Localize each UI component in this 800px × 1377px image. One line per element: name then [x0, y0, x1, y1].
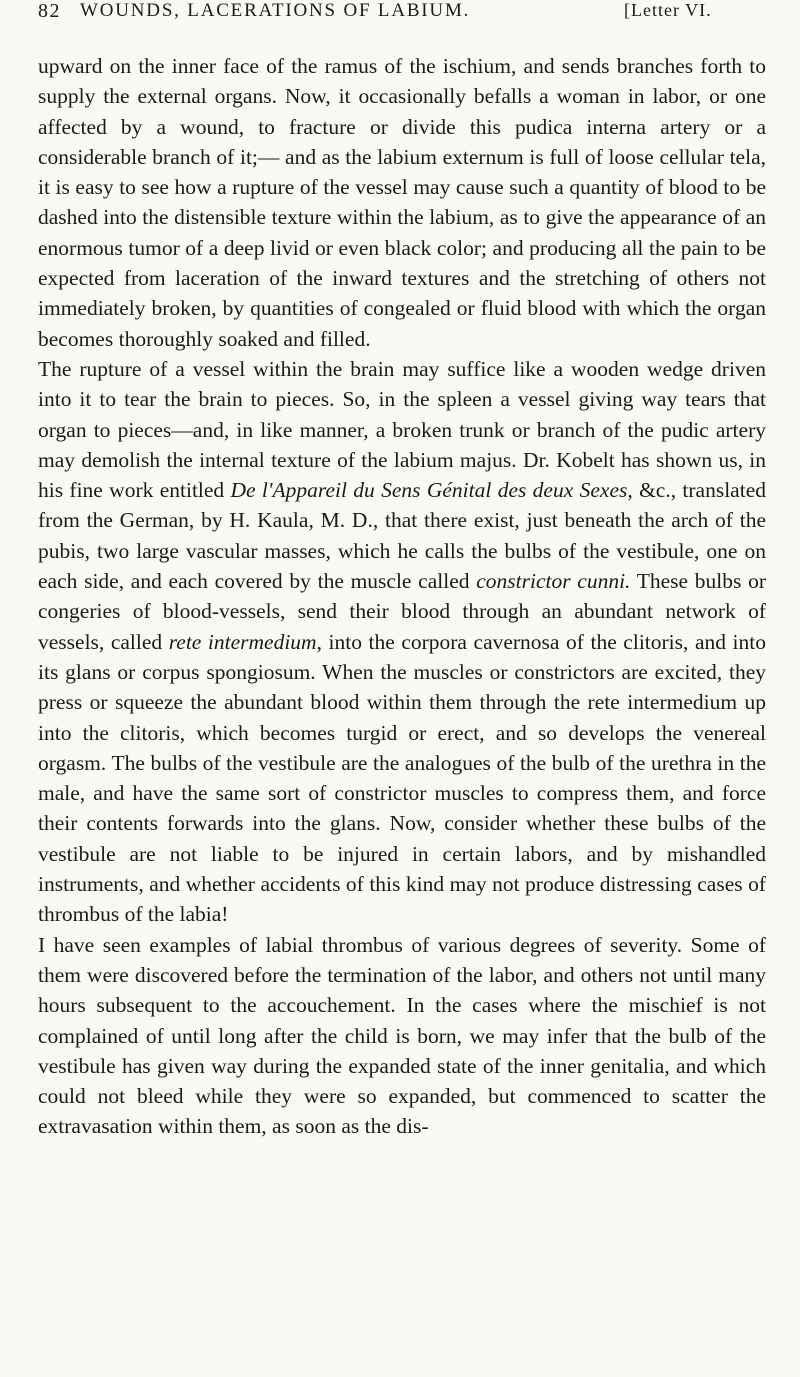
- muscle-name-italic: constrictor cunni.: [476, 569, 631, 594]
- letter-reference: [Letter VI.: [624, 0, 712, 20]
- paragraph-text: These bulbs or congeries of blood-vessels, send their blood through an abundant network of vessels, called: [38, 569, 767, 654]
- body-text: [38, 51, 766, 1142]
- paragraph-text: upward on the inner face of the ramus of the ischium, and sends branches forth to supply the external organs. Now, it occasionally befalls a woman in labor, or one affected by a wound, to fracture or divide this pudica interna artery or a considerable branch of it;— and as the labium externum is full of loose cellular tela, it is easy to see how a rupture of the vessel may cause such a quantity of blood to be dashed into the distensible texture within the labium, as to give the appearance of an enormous tumor of a deep livid or even black color; and producing all the pain to be expected from laceration of the inward textures and the stretching of others not immediately broken, by quantities of congealed or fluid blood with which the organ becomes thoroughly soaked and filled.: [38, 54, 766, 351]
- running-header: [38, 0, 768, 28]
- paragraph-text: , into the corpora cavernosa of the clitoris, and into its glans or corpus spongiosum. When the muscles or constrictors are excited, they press or squeeze the abundant blood within them through the rete intermedium up into the clitoris, which becomes turgid or erect, and so develops the venereal orgasm. The bulbs of the vestibule are the analogues of the bulb of the urethra in the male, and have the same sort of constrictor muscles to compress them, and force their contents forwards into the glans. Now, consider whether these bulbs of the vestibule are not liable to be injured in certain labors, and by mishandled instruments, and whether accidents of this kind may not produce distressing cases of thrombus of the labia!: [38, 629, 766, 927]
- paragraph-continued: [38, 51, 766, 354]
- paragraph: [38, 354, 766, 930]
- page-number: 82: [38, 0, 61, 22]
- running-title: WOUNDS, LACERATIONS OF LABIUM.: [80, 0, 471, 21]
- paragraph-text: , &c., translated from the German, by H. Kaula, M. D., that there exist, just beneath the arch of the pubis, two large vascular masses, which he calls the bulbs of the vestibule, one on each side, and each covered by the muscle called: [38, 478, 766, 594]
- paragraph: [38, 930, 766, 1142]
- book-title-italic: De l'Appareil du Sens Génital des deux Sexes: [230, 478, 628, 503]
- term-italic: rete intermedium: [168, 629, 317, 654]
- paragraph-text: The rupture of a vessel within the brain may suffice like a wooden wedge driven into it to tear the brain to pieces. So, in the spleen a vessel giving way tears that organ to pieces—and, in like manner, a broken trunk or branch of the pudic artery may demolish the internal texture of the labium majus. Dr. Kobelt has shown us, in his fine work entitled: [38, 356, 766, 503]
- paragraph-text: I have seen examples of labial thrombus of various degrees of severity. Some of them were discovered before the termination of the labor, and others not until many hours subsequent to the accouchement. In the cases where the mischief is not complained of until long after the child is born, we may infer that the bulb of the vestibule has given way during the expanded state of the inner genitalia, and which could not bleed while they were so expanded, but commenced to scatter the extravasation within them, as soon as the dis-: [38, 932, 766, 1139]
